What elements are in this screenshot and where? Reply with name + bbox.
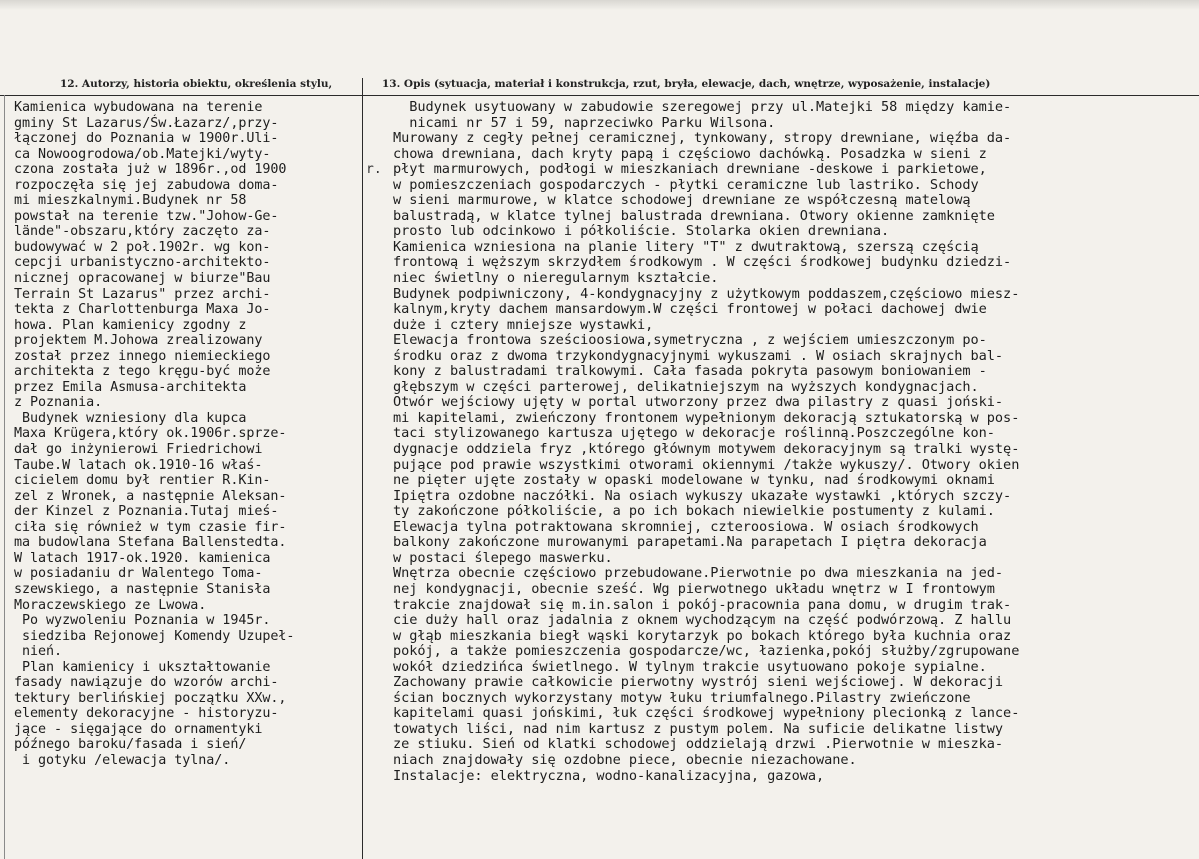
description-text-line: duże i cztery mniejsze wystawki, xyxy=(393,316,654,333)
history-text-line: czona została już w 1896r.,od 1900 xyxy=(14,162,287,178)
description-text-line: Instalacje: elektryczna, wodno-kanalizacyjna, gazowa, xyxy=(393,767,825,784)
description-text-line: ze stiuku. Sień od klatki schodowej oddzielają drzwi .Pierwotnie w mieszka- xyxy=(393,736,1004,753)
margin-year-suffix: r. xyxy=(366,162,382,177)
history-text-line: mi mieszkalnymi.Budynek nr 58 xyxy=(14,193,247,209)
history-text-line: nień. xyxy=(14,644,63,660)
description-text-line: Elewacja tylna potraktowana skromniej, czteroosiowa. W osiach środkowych xyxy=(393,518,979,535)
history-text-line: Plan kamienicy i ukształtowanie xyxy=(14,659,271,675)
history-text-line: ca Nowoogrodowa/ob.Matejki/wyty- xyxy=(14,146,271,162)
history-text-line: fasady nawiązuje do wzorów archi- xyxy=(14,675,279,691)
description-text-line: Wnętrza obecnie częściowo przebudowane.Pierwotnie po dwa mieszkania na jed- xyxy=(393,565,1004,582)
description-text-line: Otwór wejściowy ujęty w portal utworzony przez dwa pilastry z quasi joński- xyxy=(393,394,1004,411)
history-text-column xyxy=(14,100,360,769)
description-text-line: kony z balustradami tralkowymi. Cała fasada pokryta pasowym boniowaniem - xyxy=(393,363,987,380)
description-text-line: w pomieszczeniach gospodarczych - płytki ceramiczne lub lastriko. Schody xyxy=(393,176,979,193)
description-text-line: płyt marmurowych, podłogi w mieszkaniach drewniane -deskowe i parkietowe, xyxy=(393,161,987,178)
description-text-line: balkony zakończone murowanymi parapetami.Na parapetach I piętra dekoracja xyxy=(393,534,987,551)
description-text-line: w głąb mieszkania biegł wąski korytarzyk po bokach którego była kuchnia oraz xyxy=(393,627,1012,644)
description-text-line: mi kapitelami, zwieńczony frontonem wypełnionym dekoracją sztukatorską w pos- xyxy=(393,409,1020,426)
history-text-line: cicielem domu był rentier R.Kin- xyxy=(14,473,271,489)
history-text-line: Maxa Krügera,który ok.1906r.sprze- xyxy=(14,426,287,442)
history-text-line: Kamienica wybudowana na terenie xyxy=(14,100,263,115)
description-text-line: Kamienica wzniesiona na planie litery "T" z dwutraktową, szerszą częścią xyxy=(393,238,979,255)
description-text-line: ne pięter ujęte zostały w opaski modelowane w tynku, nad środkowymi oknami xyxy=(393,472,995,489)
history-text-line: przez Emila Asmusa-architekta xyxy=(14,379,247,395)
description-text-line: nej kondygnacji, obecnie sześć. Wg pierwotnego układu wnętrz w I frontowym xyxy=(393,580,995,597)
page-top-edge xyxy=(0,0,1199,10)
description-text-line: wokół dziedzińca świetlnego. W tylnym trakcie usytuowano pokoje sypialne. xyxy=(393,658,987,675)
description-text-line: Elewacja frontowa sześcioosiowa,symetryczna , z wejściem umieszczonym po- xyxy=(393,332,987,349)
form-horizontal-rule xyxy=(0,95,1199,96)
history-text-line: nicznej opracowanej w biurze"Bau xyxy=(14,271,271,287)
history-text-line: łączonej do Poznania w 1900r.Uli- xyxy=(14,131,279,147)
description-text-line: Zachowany prawie całkowicie pierwotny wystrój sieni wejściowej. W dekoracji xyxy=(393,674,1004,691)
history-text-line: późnego baroku/fasada i sień/ xyxy=(14,737,247,753)
description-text-line: ty zakończone półkoliście, a po ich bokach niewielkie postumenty z kulami. xyxy=(393,503,995,520)
description-text-line: pokój, a także pomieszczenia gospodarcze/wc, łazienka,pokój służby/zgrupowane xyxy=(393,643,1020,660)
history-text-line: ciła się również w tym czasie fir- xyxy=(14,519,287,535)
left-margin-rule xyxy=(4,95,5,859)
column-divider xyxy=(362,78,363,859)
history-text-line: Po wyzwoleniu Poznania w 1945r. xyxy=(14,613,271,629)
history-text-line: jące - sięgające do ornamentyki xyxy=(14,721,263,737)
description-text-line: kapitelami quasi jońskimi, łuk części środkowej wypełniony plecionką z lance- xyxy=(393,705,1020,722)
section-13-header: 13. Opis (sytuacja, materiał i konstrukcja, rzut, bryła, elewacje, dach, wnętrze, wyposażenie, instalacje) xyxy=(382,78,991,90)
history-text-line: budowywać w 2 poł.1902r. wg kon- xyxy=(14,239,271,255)
history-text-line: w posiadaniu dr Walentego Toma- xyxy=(14,566,263,582)
history-text-line: lände"-obszaru,który zaczęto za- xyxy=(14,224,271,240)
description-text-line: Budynek podpiwniczony, 4-kondygnacyjny z użytkowym poddaszem,częściowo miesz- xyxy=(393,285,1020,302)
history-text-line: Budynek wzniesiony dla kupca xyxy=(14,410,247,426)
history-text-line: howa. Plan kamienicy zgodny z xyxy=(14,317,247,333)
history-text-line: Moraczewskiego ze Lwowa. xyxy=(14,597,207,613)
history-text-line: W latach 1917-ok.1920. kamienica xyxy=(14,550,271,566)
description-text-line: Budynek usytuowany w zabudowie szeregowej przy ul.Matejki 58 między kamie- xyxy=(393,99,1012,115)
description-text-line: ścian bocznych wykorzystany motyw łuku triumfalnego.Pilastry zwieńczone xyxy=(393,689,971,706)
section-12-header: 12. Autorzy, historia obiektu, określenia stylu, xyxy=(60,78,333,90)
history-text-line: Terrain St Lazarus" przez archi- xyxy=(14,286,271,302)
description-text-line: głębszym w części parterowej, delikatniejszym na wyższych kondygnacjach. xyxy=(393,378,979,395)
history-text-line: projektem M.Johowa zrealizowany xyxy=(14,333,263,349)
description-text-line: chowa drewniana, dach kryty papą i częściowo dachówką. Posadzka w sieni z xyxy=(393,145,987,162)
history-text-line: szewskiego, a następnie Stanisła xyxy=(14,581,271,597)
history-text-line: ma budowlana Stefana Ballenstedta. xyxy=(14,535,287,551)
history-text-line: z Poznania. xyxy=(14,395,103,411)
description-text-line: cie duży hall oraz jadalnia z oknem wychodzącym na część podwórzową. Z hallu xyxy=(393,612,1012,629)
description-text-line: Ipiętra ozdobne naczółki. Na osiach wykuszy ukazałe wystawki ,których szczy- xyxy=(393,487,1012,504)
history-text-line: tektury berlińskiej początku XXw., xyxy=(14,690,287,706)
description-text-line: w postaci ślepego maswerku. xyxy=(393,549,613,566)
history-text-line: zel z Wronek, a następnie Aleksan- xyxy=(14,488,287,504)
description-text-line: frontową i węższym skrzydłem środkowym . W części środkowej budynku dziedzi- xyxy=(393,254,1012,271)
description-text-line: towatych liści, nad nim kartusz z pustym polem. Na suficie delikatne listwy xyxy=(393,720,1004,737)
description-text-line: prosto lub odcinkowo i półkoliście. Stolarka okien drewniana. xyxy=(393,223,890,240)
description-text-line: balustradą, w klatce tylnej balustrada drewniana. Otwory okienne zamknięte xyxy=(393,207,995,224)
description-text-line: taci stylizowanego kartusza ujętego w dekoracje roślinną.Poszczególne kon- xyxy=(393,425,995,442)
history-text-line: cepcji urbanistyczno-architekto- xyxy=(14,255,271,271)
description-text-line: Murowany z cegły pełnej ceramicznej, tynkowany, stropy drewniane, więźba da- xyxy=(393,130,1012,147)
description-text-line: dygnacje oddziela fryz ,którego głównym motywem dekoracyjnym są tralki wystę- xyxy=(393,441,1020,458)
history-text-line: architekta z tego kręgu-być może xyxy=(14,364,271,380)
history-text-line: gminy St Lazarus/Św.Łazarz/,przy- xyxy=(14,115,279,131)
history-text-line: rozpoczęła się jej zabudowa doma- xyxy=(14,177,279,193)
history-text-line: i gotyku /elewacja tylna/. xyxy=(14,752,231,768)
history-text-line: siedziba Rejonowej Komendy Uzupeł- xyxy=(14,628,295,644)
history-text-line: elementy dekoracyjne - historyzu- xyxy=(14,706,279,722)
history-text-line: został przez innego niemieckiego xyxy=(14,348,271,364)
history-text-line: der Kinzel z Poznania.Tutaj mieś- xyxy=(14,504,279,520)
history-text-line: tekta z Charlottenburga Maxa Jo- xyxy=(14,302,271,318)
description-text-line: niec świetlny o nieregularnym kształcie. xyxy=(393,270,719,287)
history-text-line: dał go inżynierowi Friedrichowi xyxy=(14,442,263,458)
description-text-line: środku oraz z dwoma trzykondygnacyjnymi wykuszami . W osiach skrajnych bal- xyxy=(393,347,1004,364)
history-text-line: powstał na terenie tzw."Johow-Ge- xyxy=(14,208,279,224)
description-text-line: nicami nr 57 i 59, naprzeciwko Parku Wilsona. xyxy=(393,114,776,131)
description-text-column xyxy=(393,100,1193,784)
description-text-line: niach znajdowały się ozdobne piece, obecnie niezachowane. xyxy=(393,751,857,768)
description-text-line: w sieni marmurowe, w klatce schodowej drewniane ze współczesną matelową xyxy=(393,192,971,209)
history-text-line: Taube.W latach ok.1910-16 właś- xyxy=(14,457,263,473)
description-text-line: kalnym,kryty dachem mansardowym.W części frontowej w połaci dachowej dwie xyxy=(393,301,987,318)
description-text-line: pujące pod prawie wszystkimi otworami okiennymi /także wykuszy/. Otwory okien xyxy=(393,456,1020,473)
description-text-line: trakcie znajdował się m.in.salon i pokój-pracownia pana domu, w drugim trak- xyxy=(393,596,1012,613)
